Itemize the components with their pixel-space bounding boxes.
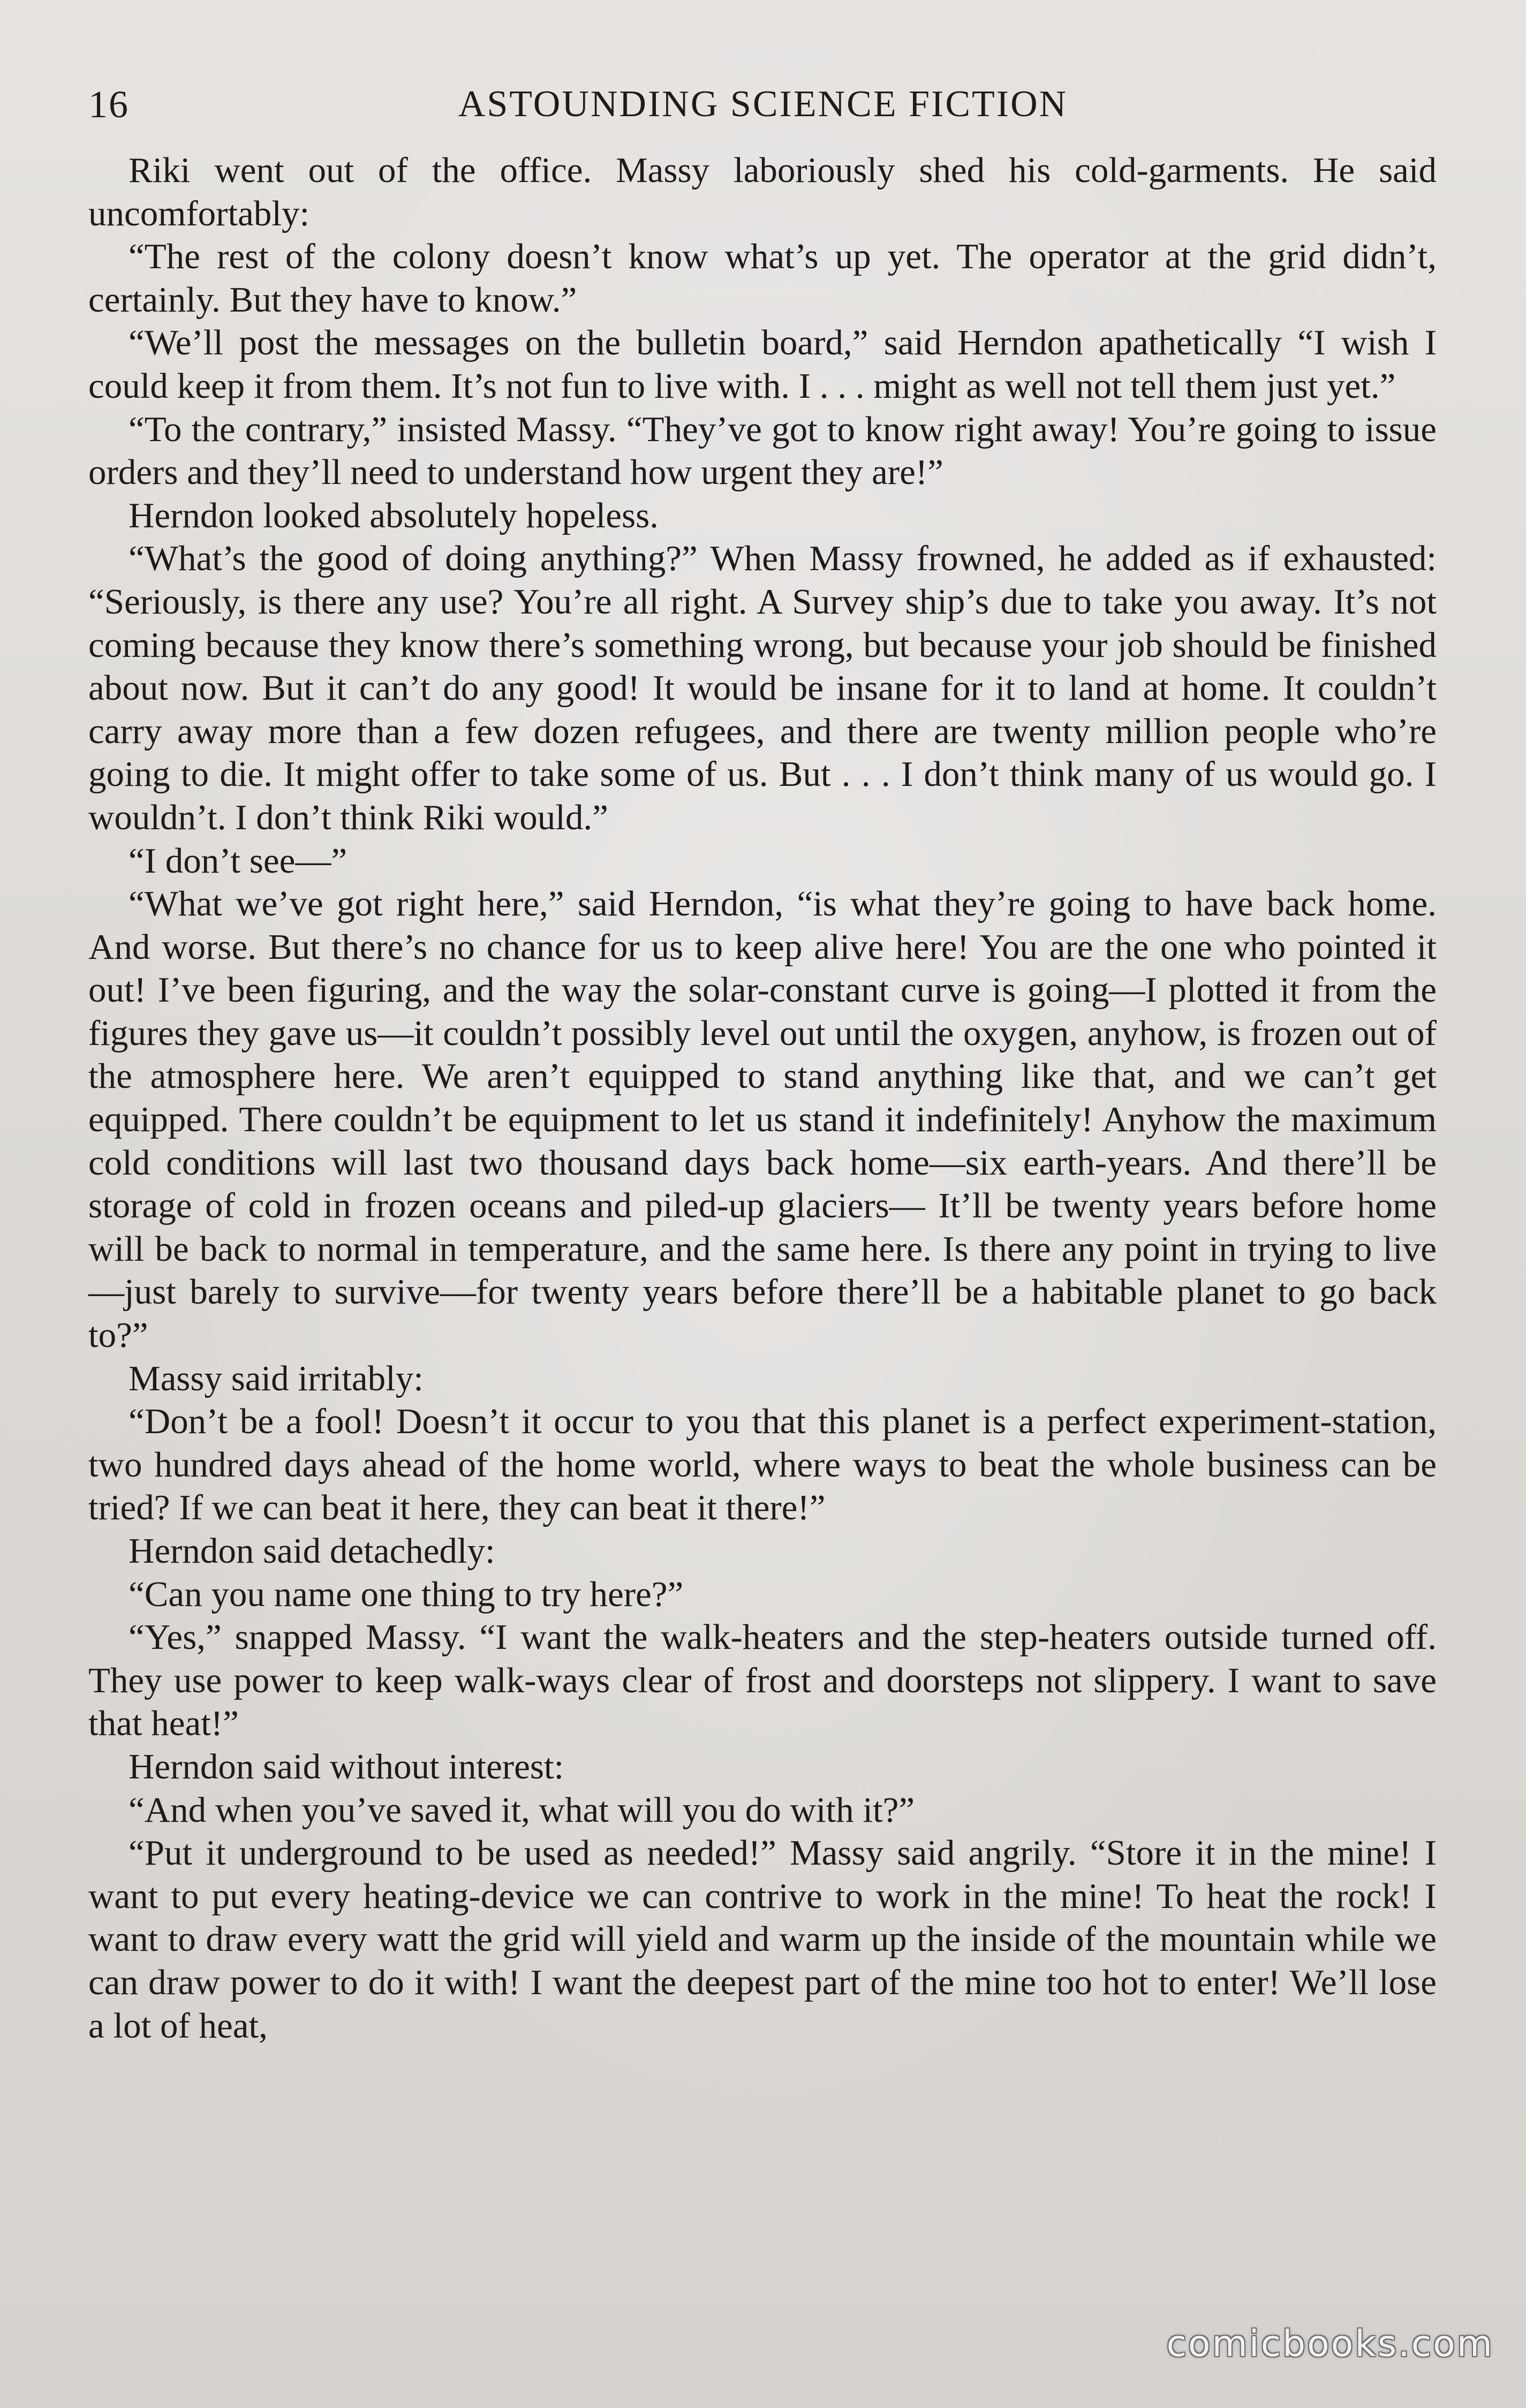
paragraph: “Yes,” snapped Massy. “I want the walk-heaters and the step-heaters outside turned off. They use power to keep walk-ways clear of frost and doorsteps not slippery. I want to save that heat!” — [88, 1617, 1437, 1744]
paragraph: Herndon said detachedly: — [129, 1531, 495, 1571]
story-text — [88, 149, 1437, 2047]
running-title: ASTOUNDING SCIENCE FICTION — [458, 84, 1068, 125]
paragraph: “I don’t see—” — [129, 840, 347, 881]
paragraph: Massy said irritably: — [129, 1358, 424, 1398]
paragraph: “The rest of the colony doesn’t know what’s up yet. The operator at the grid didn’t, certainly. But they have to know.” — [88, 237, 1437, 320]
paragraph: Herndon said without interest: — [129, 1746, 564, 1786]
paragraph: “Put it underground to be used as needed!” Massy said angrily. “Store it in the mine! I want to put every heating-device we can contrive to work in the mine! To heat the rock! I want to draw every watt the grid will yield and warm up the inside of the mountain while we can draw power to do it with! I want the deepest part of the mine too hot to enter! We’ll lose a lot of heat, — [88, 1833, 1437, 2046]
watermark-text: comicbooks.com — [1166, 2323, 1494, 2365]
paragraph: “To the contrary,” insisted Massy. “They’ve got to know right away! You’re going to issue orders and they’ll need to understand how urgent they are!” — [88, 409, 1437, 493]
paragraph: “Can you name one thing to try here?” — [129, 1574, 684, 1614]
page-header — [88, 80, 1438, 128]
paragraph: “We’ll post the messages on the bulletin board,” said Herndon apathetically “I wish I could keep it from them. It’s not fun to live with. I . . . might as well not tell them just yet.” — [88, 323, 1437, 406]
page-number: 16 — [88, 83, 129, 126]
paragraph: “Don’t be a fool! Doesn’t it occur to you that this planet is a perfect experiment-station, two hundred days ahead of the home world, where ways to beat the whole business can be tried? If we can beat it here, they can beat it there!” — [88, 1402, 1437, 1528]
paragraph: Riki went out of the office. Massy laboriously shed his cold-garments. He said uncomfortably: — [88, 150, 1437, 233]
paragraph: Herndon looked absolutely hopeless. — [129, 495, 659, 535]
paragraph: “What we’ve got right here,” said Herndon, “is what they’re going to have back home. And worse. But there’s no chance for us to keep alive here! You are the one who pointed it out! I’ve been figuring, and the way the solar-constant curve is going—I plotted it from the figures they gave us—it couldn’t possibly level out until the oxygen, anyhow, is frozen out of the atmosphere here. We aren’t equipped to stand anything like that, and we can’t get equipped. There couldn’t be equipment to let us stand it indefinitely! Anyhow the maximum cold conditions will last two thousand days back home—six earth-years. And there’ll be storage of cold in frozen oceans and piled-up glaciers— It’ll be twenty years before home will be back to normal in temperature, and the same here. Is there any point in trying to live—just barely to survive—for twenty years before there’ll be a habitable planet to go back to?” — [88, 884, 1437, 1356]
paragraph: “And when you’ve saved it, what will you do with it?” — [129, 1790, 915, 1830]
paragraph: “What’s the good of doing anything?” When Massy frowned, he added as if exhausted: “Seriously, is there any use? You’re all right. A Survey ship’s due to take you away. It’s not coming because they know there’s something wrong, but because your job should be finished about now. But it can’t do any good! It would be insane for it to land at home. It couldn’t carry away more than a few dozen refugees, and there are twenty million people who’re going to die. It might offer to take some of us. But . . . I don’t think many of us would go. I wouldn’t. I don’t think Riki would.” — [88, 539, 1437, 837]
